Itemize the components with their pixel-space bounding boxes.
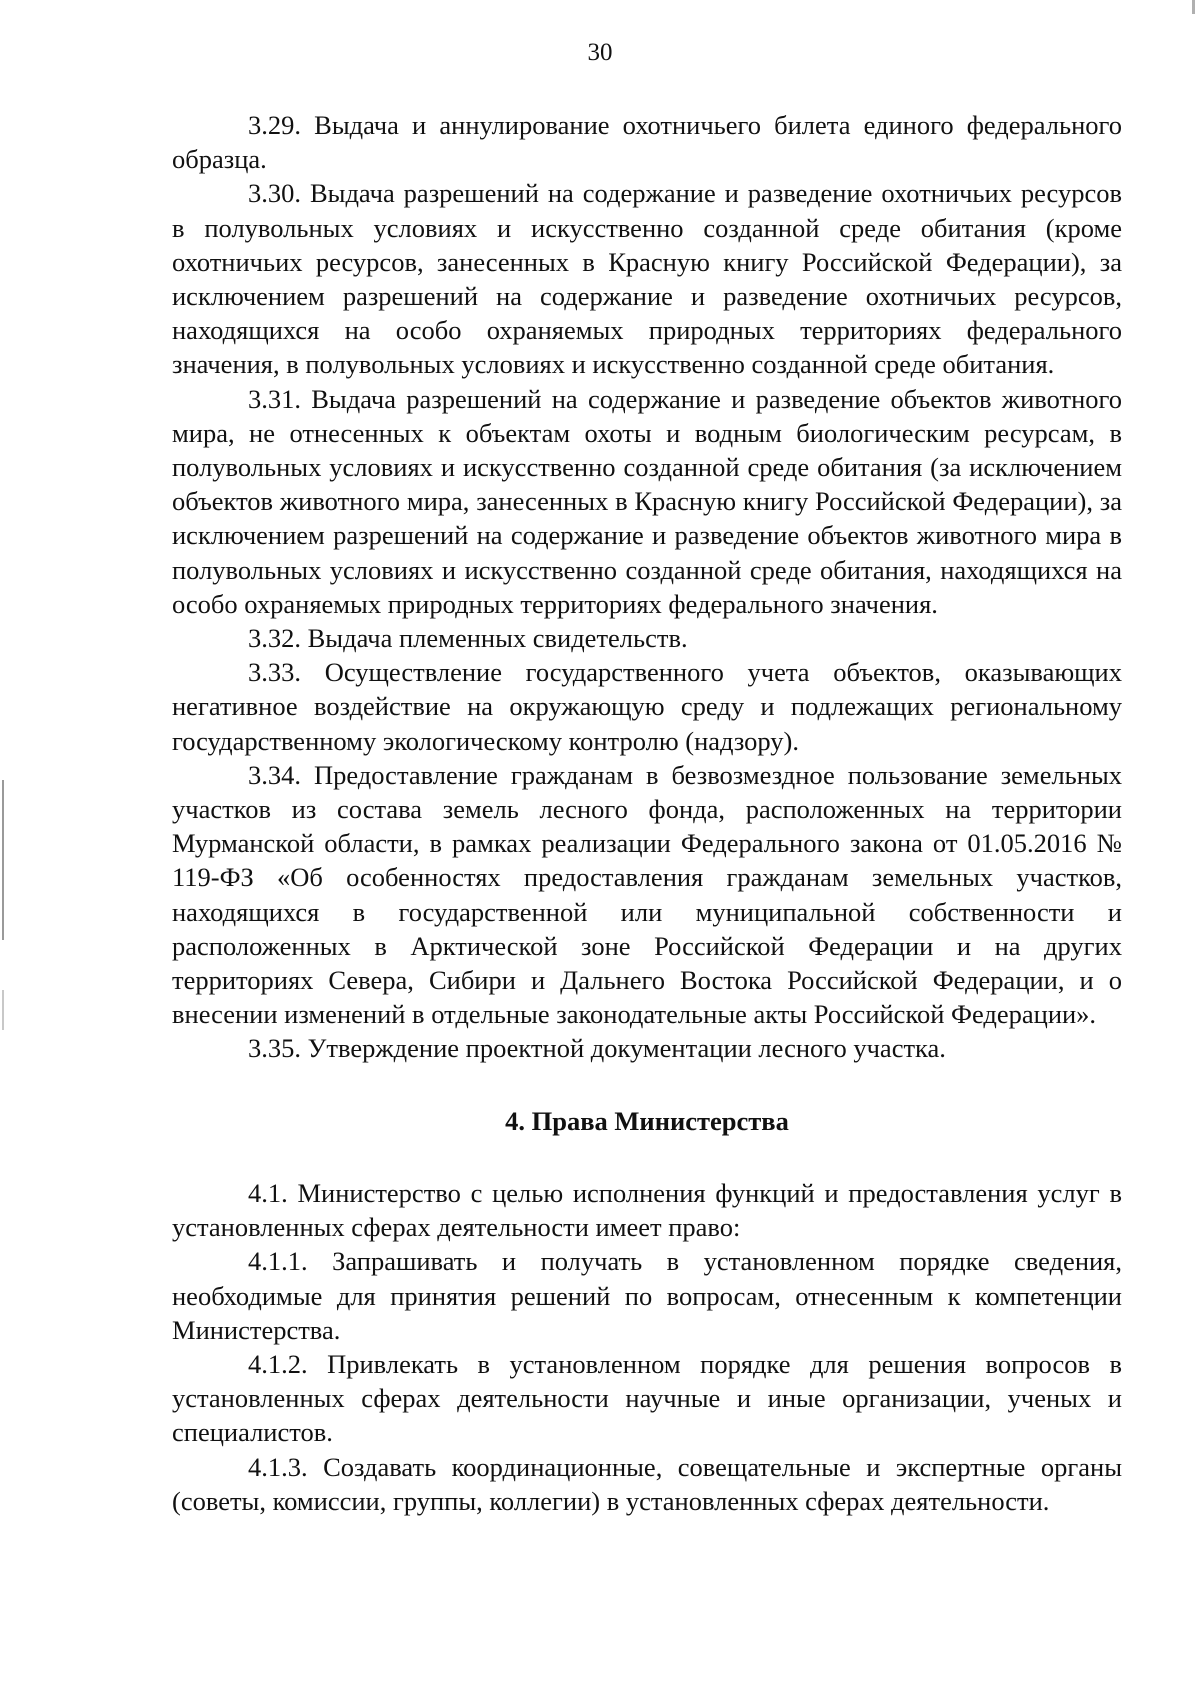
scan-edge-mark xyxy=(2,780,4,940)
clause-3-30: 3.30. Выдача разрешений на содержание и разведение охотничьих ресурсов в полувольных условиях и искусственно созданной среде обитания (кроме охотничьих ресурсов, занесенных в Красную книгу Российской Федерации), за исключением разрешений на содержание и разведение охотничьих ресурсов, находящихся на особо охраняемых природных территориях федерального значения, в полувольных условиях и искусственно созданной среде обитания. xyxy=(172,178,1122,380)
clause-4-1: 4.1. Министерство с целью исполнения функций и предоставления услуг в установленных сферах деятельности имеет право: xyxy=(172,1177,1122,1243)
clause-4-1-1: 4.1.1. Запрашивать и получать в установленном порядке сведения, необходимые для принятия решений по вопросам, отнесенным к компетенции Министерства. xyxy=(172,1246,1122,1345)
clause-3-29: 3.29. Выдача и аннулирование охотничьего билета единого федерального образца. xyxy=(172,110,1122,175)
clause-3-32: 3.32. Выдача племенных свидетельств. xyxy=(248,623,688,654)
scan-edge-mark-lower xyxy=(2,990,4,1030)
clause-3-34: 3.34. Предоставление гражданам в безвозмездное пользование земельных участков из состава земель лесного фонда, расположенных на территории Мурманской области, в рамках реализации Федерального закона от 01.05.2016 № 119-ФЗ «Об особенностях предоставления гражданам земельных участков, находящихся в государственной или муниципальной собственности и расположенных в Арктической зоне Российской Федерации и на других территориях Севера, Сибири и Дальнего Востока Российской Федерации, и о внесении изменений в отдельные законодательные акты Российской Федерации». xyxy=(172,759,1122,1030)
clause-4-1-3: 4.1.3. Создавать координационные, совещательные и экспертные органы (советы, комиссии, группы, коллегии) в установленных сферах деятельности. xyxy=(172,1451,1122,1516)
document-body xyxy=(172,108,1122,1518)
clause-3-33: 3.33. Осуществление государственного учета объектов, оказывающих негативное воздействие на окружающую среду и подлежащих региональному государственному экологическому контролю (надзору). xyxy=(172,657,1122,756)
clause-3-31: 3.31. Выдача разрешений на содержание и разведение объектов животного мира, не отнесенных к объектам охоты и водным биологическим ресурсам, в полувольных условиях и искусственно созданной среде обитания (за исключением объектов животного мира, занесенных в Красную книгу Российской Федерации), за исключением разрешений на содержание и разведение объектов животного мира в полувольных условиях и искусственно созданной среде обитания, находящихся на особо охраняемых природных территориях федерального значения. xyxy=(172,383,1122,619)
section-heading: 4. Права Министерства xyxy=(505,1105,789,1136)
clause-4-1-2: 4.1.2. Привлекать в установленном порядке для решения вопросов в установленных сферах деятельности научные и иные организации, ученых и специалистов. xyxy=(172,1348,1122,1448)
clause-3-35: 3.35. Утверждение проектной документации лесного участка. xyxy=(248,1033,946,1064)
page-number: 30 xyxy=(587,39,613,66)
scan-corner-mark xyxy=(1192,0,1195,14)
